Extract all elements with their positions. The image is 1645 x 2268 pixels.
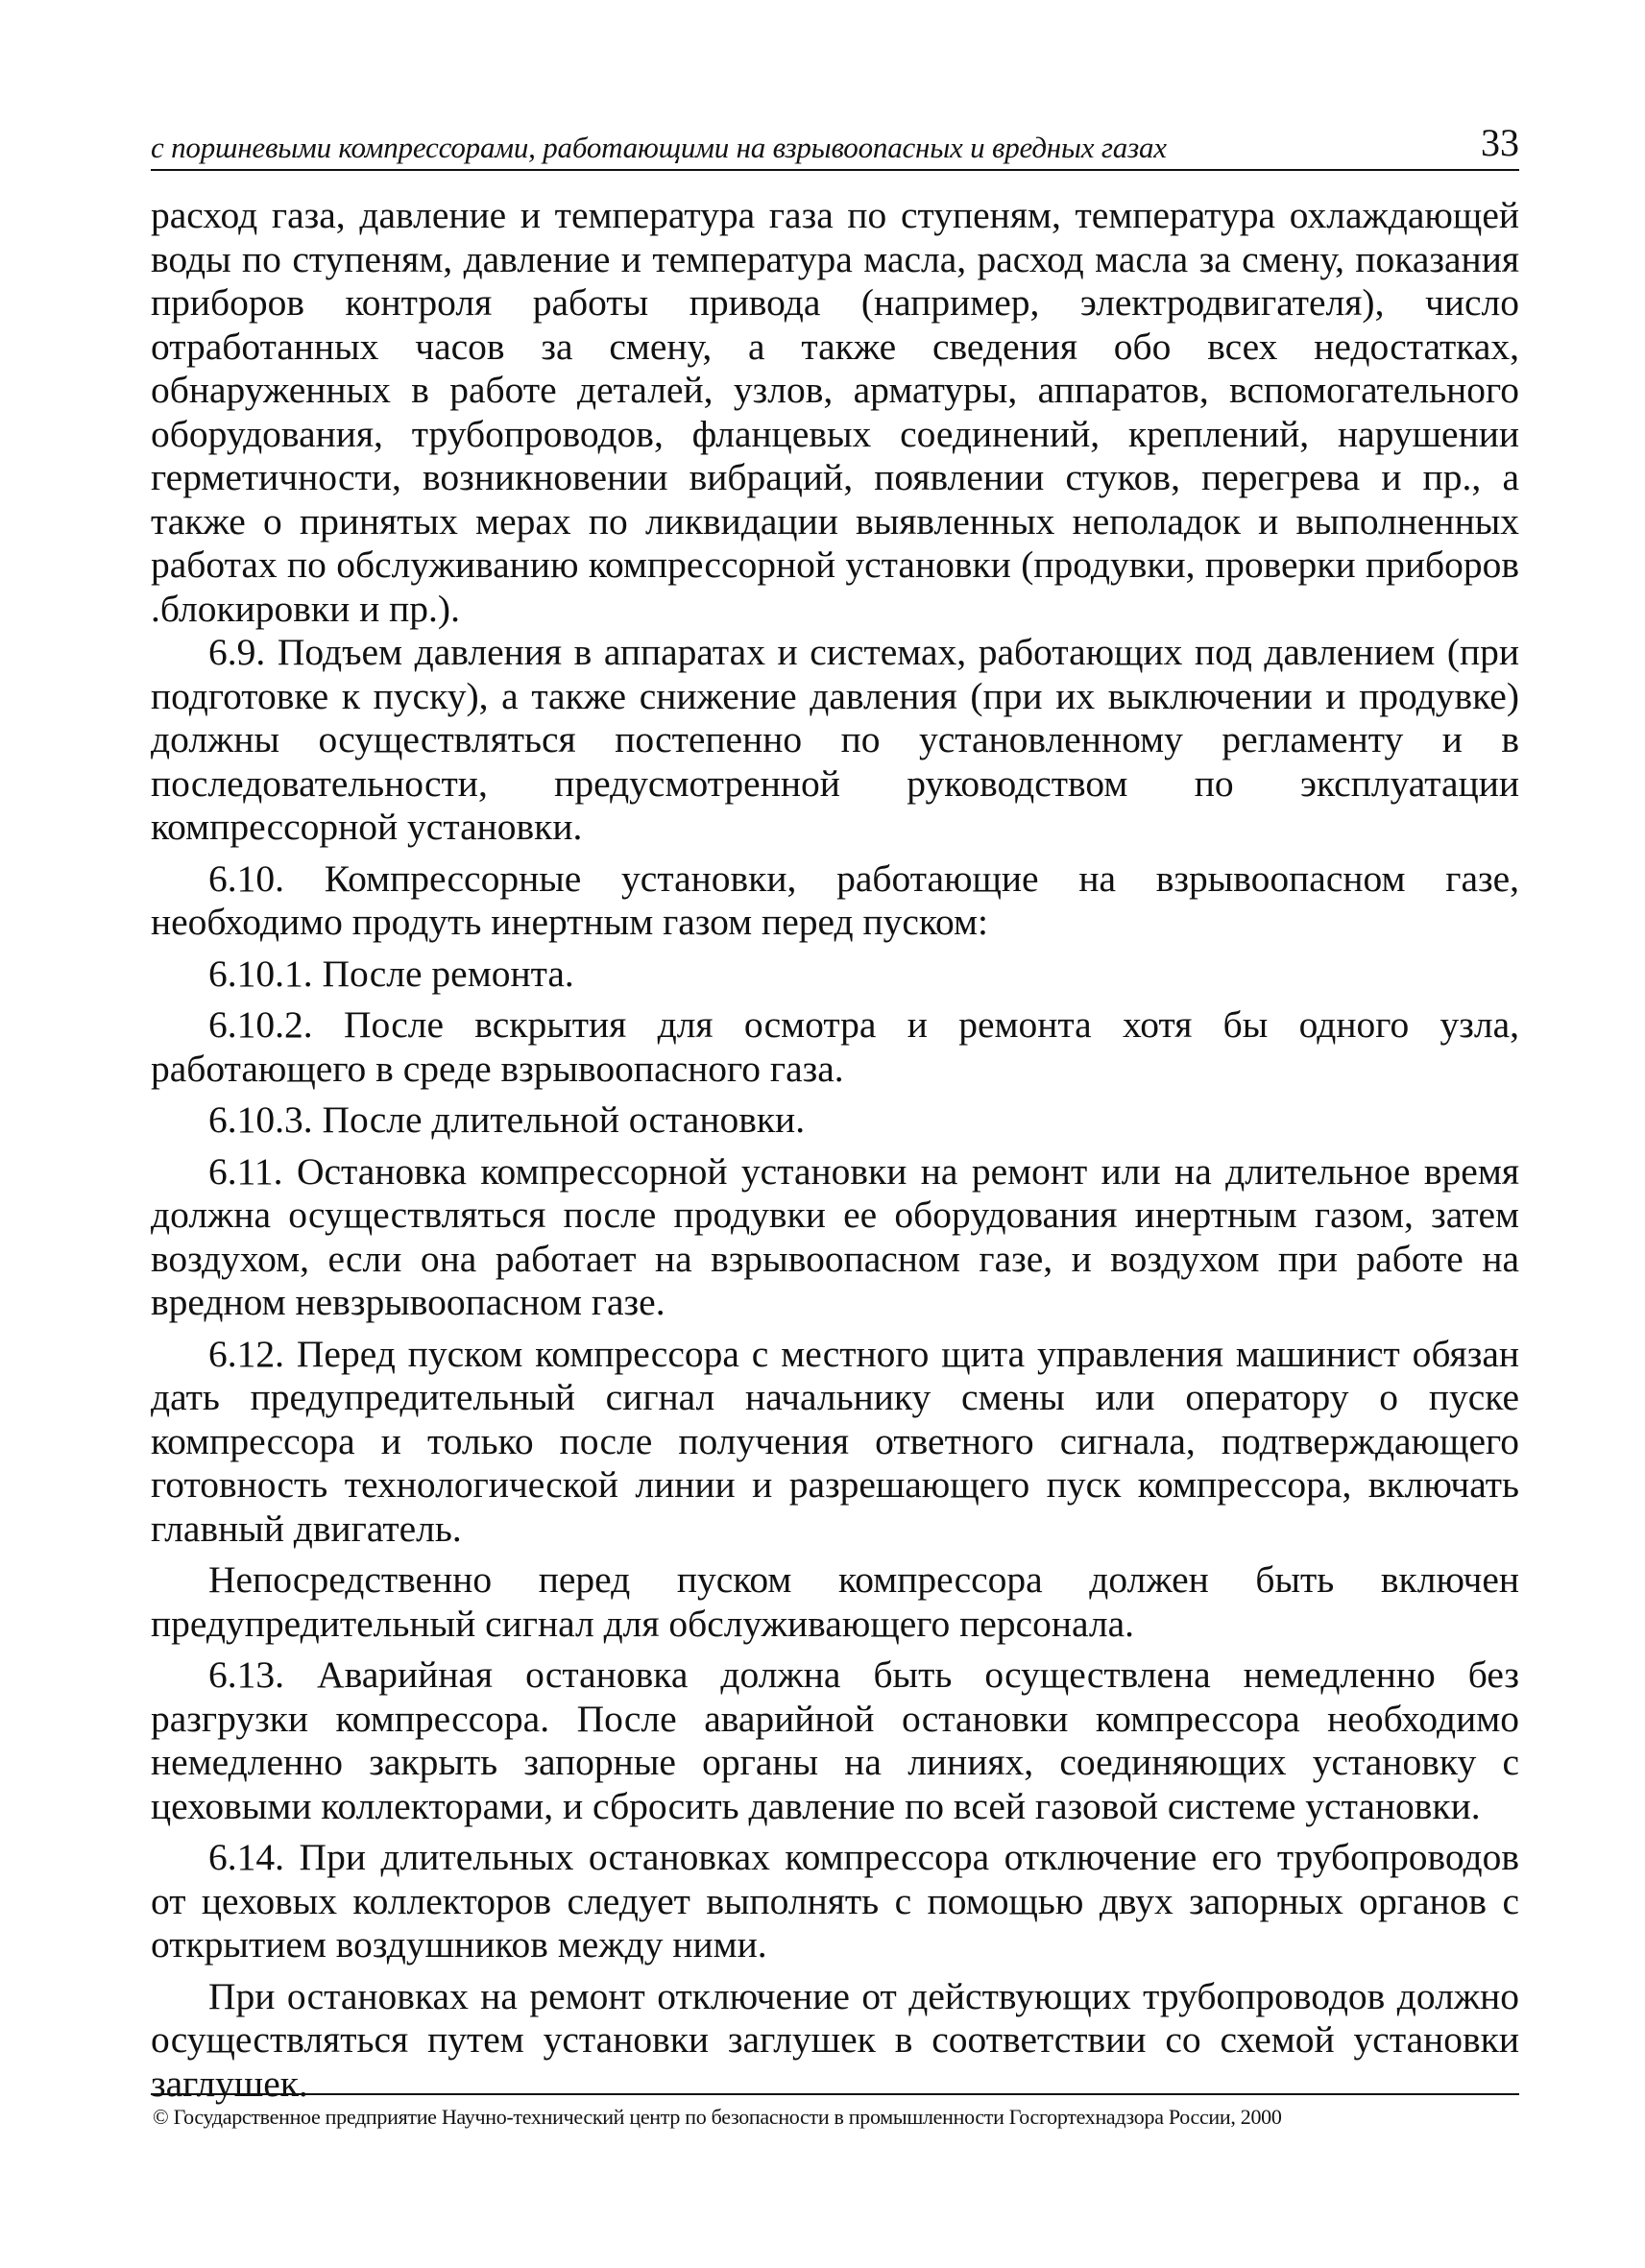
paragraph-6-10-2: 6.10.2. После вскрытия для осмотра и ремонта хотя бы одного узла, работающего в среде взрывоопасного газа. xyxy=(151,1003,1519,1090)
page-number: 33 xyxy=(1481,121,1519,164)
paragraph-signal: Непосредственно перед пуском компрессора должен быть включен предупредительный сигнал для обслуживающего персонала. xyxy=(151,1558,1519,1645)
paragraph-6-10-1: 6.10.1. После ремонта. xyxy=(208,952,574,995)
paragraph-6-10-3: 6.10.3. После длительной остановки. xyxy=(208,1098,806,1141)
paragraph-6-14: 6.14. При длительных остановках компрессора отключение его трубопроводов от цеховых коллекторов следует выполнять с помощью двух запорных органов с открытием воздушников между ними. xyxy=(151,1836,1519,1966)
paragraph-6-12: 6.12. Перед пуском компрессора с местного щита управления машинист обязан дать предупредительный сигнал начальнику смены или оператору о пуске компрессора и только после получения ответного сигнала, подтверждающего готовность технологической линии и разрешающего пуск компрессора, включать главный двигатель. xyxy=(151,1332,1519,1550)
paragraph-repair-shutdown: При остановках на ремонт отключение от действующих трубопроводов должно осуществляться путем установки заглушек в соответствии со схемой установки заглушек. xyxy=(151,1974,1519,2105)
paragraph-continuation: расход газа, давление и температура газа по ступеням, температура охлаждающей воды по ступеням, давление и температура масла, расход масла за смену, показания приборов контроля работы привода (например, электродвигателя), число отработанных часов за смену, а также сведения обо всех недостатках, обнаруженных в работе деталей, узлов, арматуры, аппаратов, вспомогательного оборудования, трубопроводов, фланцевых соединений, креплений, нарушении герметичности, возникновении вибраций, появлении стуков, перегрева и пр., а также о принятых мерах по ликвидации выявленных неполадок и выполненных работах по обслуживанию компрессорной установки (продувки, проверки приборов .блокировки и пр.). xyxy=(151,194,1519,630)
running-title: с поршневыми компрессорами, работающими на взрывоопасных и вредных газах xyxy=(151,131,1167,164)
paragraph-6-10: 6.10. Компрессорные установки, работающие на взрывоопасном газе, необходимо продуть инертным газом перед пуском: xyxy=(151,857,1519,943)
paragraph-6-9: 6.9. Подъем давления в аппаратах и системах, работающих под давлением (при подготовке к пуску), а также снижение давления (при их выключении и продувке) должны осуществляться постепенно по установленному регламенту и в последовательности, предусмотренной руководством по эксплуатации компрессорной установки. xyxy=(151,631,1519,848)
paragraph-6-11: 6.11. Остановка компрессорной установки на ремонт или на длительное время должна осуществляться после продувки ее оборудования инертным газом, затем воздухом, если она работает на взрывоопасном газе, и воздухом при работе на вредном невзрывоопасном газе. xyxy=(151,1149,1519,1323)
body-text xyxy=(151,194,1519,2106)
page-header xyxy=(151,121,1519,171)
paragraph-6-13: 6.13. Аварийная остановка должна быть осуществлена немедленно без разгрузки компрессора. После аварийной остановки компрессора необходимо немедленно закрыть запорные органы на линиях, соединяющих установку с цеховыми коллекторами, и сбросить давление по всей газовой системе установки. xyxy=(151,1653,1519,1827)
copyright-notice: © Государственное предприятие Научно-технический центр по безопасности в промышленности Госгортехнадзора России, 2000 xyxy=(153,2105,1282,2129)
page-footer xyxy=(151,2093,1519,2130)
